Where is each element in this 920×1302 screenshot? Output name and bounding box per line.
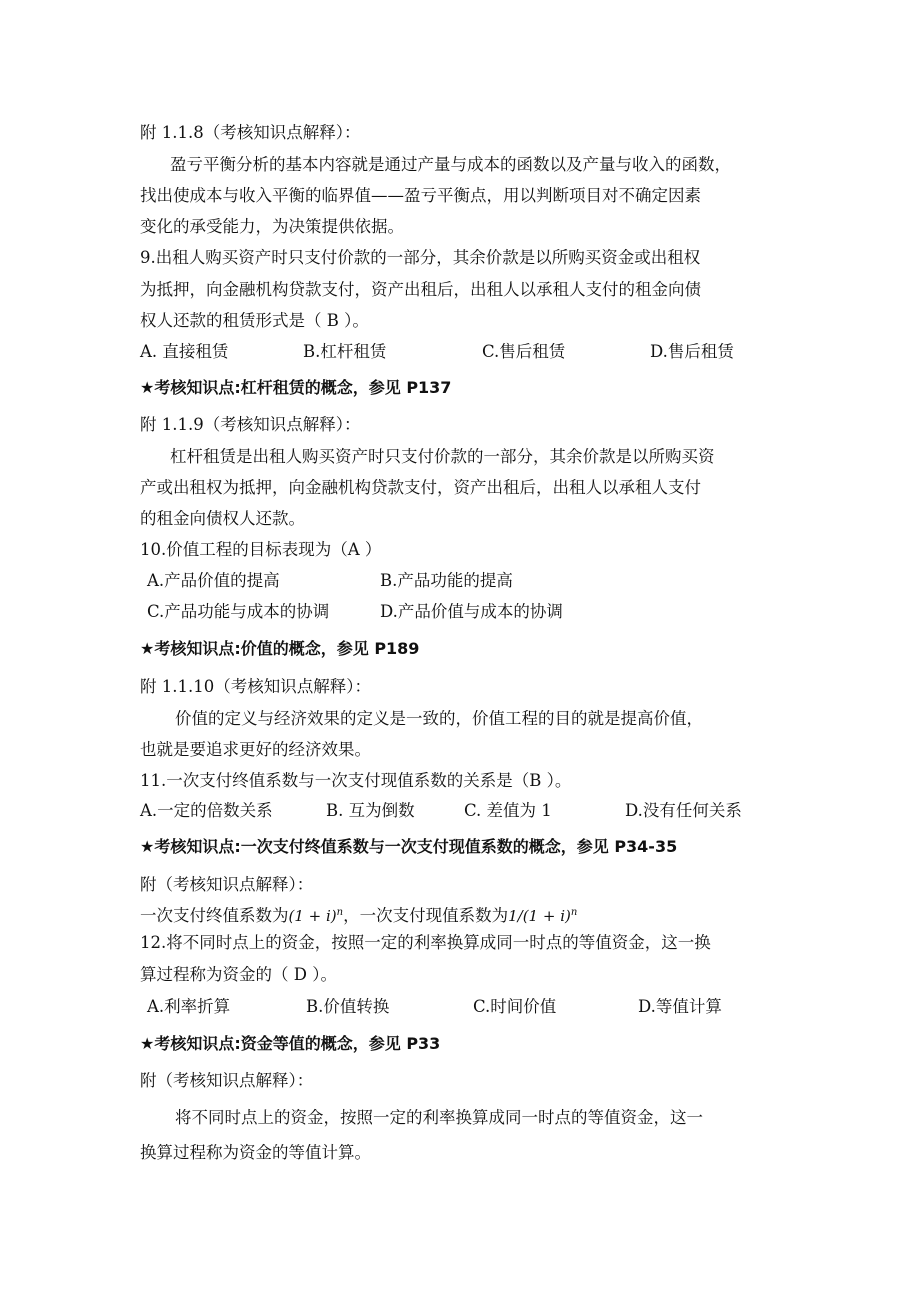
paragraph-line: 也就是要追求更好的经济效果。: [140, 740, 371, 759]
section-heading: 附 1.1.8（考核知识点解释）：: [140, 123, 361, 142]
knowledge-point: ★考核知识点:资金等值的概念，参见 P33: [140, 1034, 441, 1053]
paragraph-line: 价值的定义与经济效果的定义是一致的，价值工程的目的就是提高价值，: [175, 709, 703, 728]
knowledge-point: ★考核知识点:价值的概念，参见 P189: [140, 639, 420, 658]
option-c: C.时间价值: [473, 997, 557, 1016]
option-d: D.售后租赁: [650, 342, 734, 361]
question-line: 9.出租人购买资产时只支付价款的一部分，其余价款是以所购买资金或出租权: [140, 248, 701, 267]
option-b: B.杠杆租赁: [303, 342, 387, 361]
formula-text: 一次支付终值系数为: [140, 906, 289, 925]
option-b: B.价值转换: [306, 997, 390, 1016]
present-value-factor-formula: $1/(1 + i)^n$: [508, 907, 578, 925]
paragraph-line: 杠杆租赁是出租人购买资产时只支付价款的一部分，其余价款是以所购买资: [170, 447, 715, 466]
option-b: B. 互为倒数: [326, 801, 415, 820]
option-a: A. 直接租赁: [140, 342, 229, 361]
paragraph-line: 换算过程称为资金的等值计算。: [140, 1143, 371, 1162]
paragraph-line: 找出使成本与收入平衡的临界值——盈亏平衡点，用以判断项目对不确定因素: [140, 186, 701, 205]
formula-line: [140, 901, 577, 928]
question-line: 算过程称为资金的（ D ）。: [140, 965, 337, 984]
section-heading: 附（考核知识点解释）：: [140, 875, 314, 894]
future-value-factor-formula: $(1 + i)^n$: [288, 907, 344, 925]
option-c: C.产品功能与成本的协调: [147, 602, 330, 621]
paragraph-line: 的租金向债权人还款。: [140, 509, 305, 528]
question-line: 为抵押，向金融机构贷款支付，资产出租后，出租人以承租人支付的租金向债: [140, 280, 701, 299]
paragraph-line: 产或出租权为抵押，向金融机构贷款支付，资产出租后，出租人以承租人支付: [140, 478, 701, 497]
option-d: D.没有任何关系: [625, 801, 742, 820]
option-a: A.利率折算: [147, 997, 231, 1016]
option-d: D.产品价值与成本的协调: [380, 602, 563, 621]
paragraph-line: 盈亏平衡分析的基本内容就是通过产量与成本的函数以及产量与收入的函数，: [170, 155, 731, 174]
formula-text: ，一次支付现值系数为: [343, 906, 509, 925]
paragraph-line: 变化的承受能力，为决策提供依据。: [140, 217, 404, 236]
section-heading: 附 1.1.10（考核知识点解释）：: [140, 677, 371, 696]
question-line: 权人还款的租赁形式是（ B ）。: [140, 311, 369, 330]
option-a: A.一定的倍数关系: [140, 801, 273, 820]
knowledge-point: ★考核知识点:杠杆租赁的概念，参见 P137: [140, 378, 452, 397]
question-line: 11.一次支付终值系数与一次支付现值系数的关系是（B ）。: [140, 771, 572, 790]
option-a: A.产品价值的提高: [147, 571, 280, 590]
section-heading: 附 1.1.9（考核知识点解释）：: [140, 415, 361, 434]
option-b: B.产品功能的提高: [380, 571, 513, 590]
question-line: 12.将不同时点上的资金，按照一定的利率换算成同一时点的等值资金，这一换: [140, 933, 711, 952]
paragraph-line: 将不同时点上的资金，按照一定的利率换算成同一时点的等值资金，这一: [175, 1108, 703, 1127]
option-d: D.等值计算: [638, 997, 722, 1016]
knowledge-point: ★考核知识点:一次支付终值系数与一次支付现值系数的概念，参见 P34-35: [140, 837, 678, 856]
option-c: C.售后租赁: [482, 342, 566, 361]
question-line: 10.价值工程的目标表现为（A ）: [140, 540, 382, 559]
option-c: C. 差值为 1: [464, 801, 552, 820]
section-heading: 附（考核知识点解释）：: [140, 1071, 314, 1090]
